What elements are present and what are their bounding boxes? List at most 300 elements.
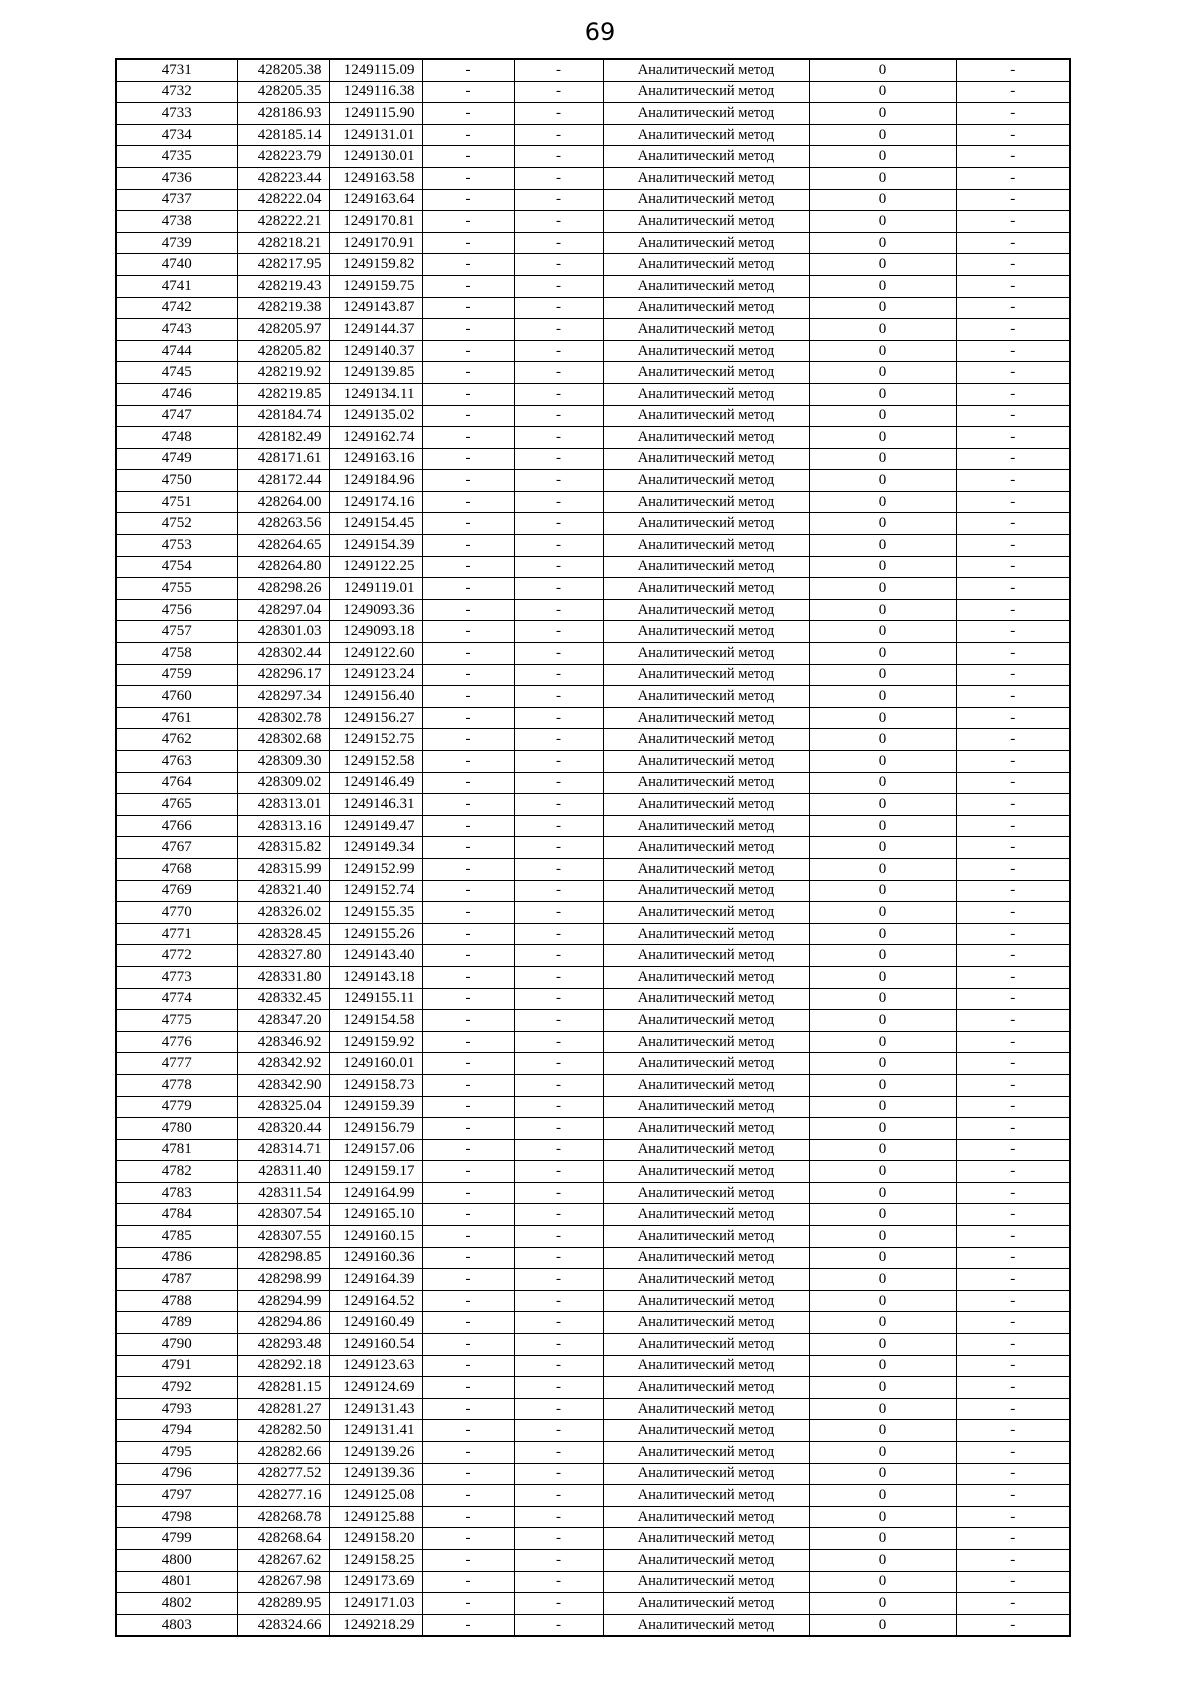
table-row bbox=[116, 59, 1070, 81]
method-cell: Аналитический метод bbox=[603, 1118, 809, 1140]
y-coordinate-cell: 1249143.40 bbox=[329, 945, 422, 967]
dash-cell: - bbox=[956, 491, 1070, 513]
dash-cell: - bbox=[956, 1593, 1070, 1615]
y-coordinate-cell: 1249134.11 bbox=[329, 383, 422, 405]
point-number-cell: 4789 bbox=[116, 1312, 237, 1334]
dash-cell: - bbox=[422, 556, 514, 578]
y-coordinate-cell: 1249155.11 bbox=[329, 988, 422, 1010]
method-cell: Аналитический метод bbox=[603, 686, 809, 708]
dash-cell: - bbox=[422, 427, 514, 449]
dash-cell: - bbox=[956, 254, 1070, 276]
x-coordinate-cell: 428281.27 bbox=[237, 1398, 329, 1420]
dash-cell: - bbox=[956, 1074, 1070, 1096]
y-coordinate-cell: 1249115.09 bbox=[329, 59, 422, 81]
x-coordinate-cell: 428263.56 bbox=[237, 513, 329, 535]
dash-cell: - bbox=[956, 1139, 1070, 1161]
value-cell: 0 bbox=[809, 858, 956, 880]
method-cell: Аналитический метод bbox=[603, 124, 809, 146]
y-coordinate-cell: 1249125.08 bbox=[329, 1485, 422, 1507]
point-number-cell: 4801 bbox=[116, 1571, 237, 1593]
value-cell: 0 bbox=[809, 232, 956, 254]
dash-cell: - bbox=[514, 1204, 603, 1226]
x-coordinate-cell: 428264.00 bbox=[237, 491, 329, 513]
y-coordinate-cell: 1249170.91 bbox=[329, 232, 422, 254]
y-coordinate-cell: 1249152.99 bbox=[329, 858, 422, 880]
point-number-cell: 4754 bbox=[116, 556, 237, 578]
dash-cell: - bbox=[514, 254, 603, 276]
dash-cell: - bbox=[956, 599, 1070, 621]
y-coordinate-cell: 1249174.16 bbox=[329, 491, 422, 513]
value-cell: 0 bbox=[809, 643, 956, 665]
dash-cell: - bbox=[956, 707, 1070, 729]
dash-cell: - bbox=[422, 578, 514, 600]
method-cell: Аналитический метод bbox=[603, 405, 809, 427]
y-coordinate-cell: 1249122.60 bbox=[329, 643, 422, 665]
point-number-cell: 4764 bbox=[116, 772, 237, 794]
y-coordinate-cell: 1249158.25 bbox=[329, 1549, 422, 1571]
method-cell: Аналитический метод bbox=[603, 621, 809, 643]
method-cell: Аналитический метод bbox=[603, 232, 809, 254]
method-cell: Аналитический метод bbox=[603, 837, 809, 859]
dash-cell: - bbox=[956, 1355, 1070, 1377]
dash-cell: - bbox=[422, 1053, 514, 1075]
y-coordinate-cell: 1249146.49 bbox=[329, 772, 422, 794]
value-cell: 0 bbox=[809, 1118, 956, 1140]
dash-cell: - bbox=[422, 1614, 514, 1636]
method-cell: Аналитический метод bbox=[603, 643, 809, 665]
value-cell: 0 bbox=[809, 1528, 956, 1550]
x-coordinate-cell: 428314.71 bbox=[237, 1139, 329, 1161]
dash-cell: - bbox=[514, 1161, 603, 1183]
dash-cell: - bbox=[422, 1031, 514, 1053]
dash-cell: - bbox=[422, 1355, 514, 1377]
value-cell: 0 bbox=[809, 1053, 956, 1075]
x-coordinate-cell: 428294.99 bbox=[237, 1290, 329, 1312]
x-coordinate-cell: 428182.49 bbox=[237, 427, 329, 449]
y-coordinate-cell: 1249158.20 bbox=[329, 1528, 422, 1550]
dash-cell: - bbox=[422, 383, 514, 405]
point-number-cell: 4762 bbox=[116, 729, 237, 751]
table-row bbox=[116, 686, 1070, 708]
method-cell: Аналитический метод bbox=[603, 167, 809, 189]
dash-cell: - bbox=[514, 1118, 603, 1140]
table-row bbox=[116, 470, 1070, 492]
point-number-cell: 4781 bbox=[116, 1139, 237, 1161]
value-cell: 0 bbox=[809, 1096, 956, 1118]
x-coordinate-cell: 428342.90 bbox=[237, 1074, 329, 1096]
x-coordinate-cell: 428293.48 bbox=[237, 1334, 329, 1356]
x-coordinate-cell: 428218.21 bbox=[237, 232, 329, 254]
point-number-cell: 4735 bbox=[116, 146, 237, 168]
point-number-cell: 4765 bbox=[116, 794, 237, 816]
value-cell: 0 bbox=[809, 189, 956, 211]
y-coordinate-cell: 1249159.82 bbox=[329, 254, 422, 276]
dash-cell: - bbox=[422, 1442, 514, 1464]
table-row bbox=[116, 1571, 1070, 1593]
table-row bbox=[116, 643, 1070, 665]
value-cell: 0 bbox=[809, 167, 956, 189]
dash-cell: - bbox=[422, 772, 514, 794]
x-coordinate-cell: 428264.80 bbox=[237, 556, 329, 578]
table-row bbox=[116, 1420, 1070, 1442]
y-coordinate-cell: 1249159.17 bbox=[329, 1161, 422, 1183]
y-coordinate-cell: 1249116.38 bbox=[329, 81, 422, 103]
method-cell: Аналитический метод bbox=[603, 383, 809, 405]
value-cell: 0 bbox=[809, 81, 956, 103]
page-number: 69 bbox=[584, 18, 616, 46]
dash-cell: - bbox=[514, 1010, 603, 1032]
value-cell: 0 bbox=[809, 945, 956, 967]
y-coordinate-cell: 1249156.27 bbox=[329, 707, 422, 729]
method-cell: Аналитический метод bbox=[603, 362, 809, 384]
method-cell: Аналитический метод bbox=[603, 1031, 809, 1053]
dash-cell: - bbox=[956, 621, 1070, 643]
value-cell: 0 bbox=[809, 1571, 956, 1593]
point-number-cell: 4757 bbox=[116, 621, 237, 643]
dash-cell: - bbox=[514, 556, 603, 578]
method-cell: Аналитический метод bbox=[603, 902, 809, 924]
dash-cell: - bbox=[422, 902, 514, 924]
dash-cell: - bbox=[956, 275, 1070, 297]
x-coordinate-cell: 428327.80 bbox=[237, 945, 329, 967]
x-coordinate-cell: 428320.44 bbox=[237, 1118, 329, 1140]
dash-cell: - bbox=[514, 1053, 603, 1075]
table-row bbox=[116, 1377, 1070, 1399]
method-cell: Аналитический метод bbox=[603, 1442, 809, 1464]
method-cell: Аналитический метод bbox=[603, 470, 809, 492]
dash-cell: - bbox=[422, 124, 514, 146]
x-coordinate-cell: 428311.54 bbox=[237, 1182, 329, 1204]
method-cell: Аналитический метод bbox=[603, 1377, 809, 1399]
x-coordinate-cell: 428347.20 bbox=[237, 1010, 329, 1032]
dash-cell: - bbox=[514, 362, 603, 384]
value-cell: 0 bbox=[809, 729, 956, 751]
x-coordinate-cell: 428313.01 bbox=[237, 794, 329, 816]
dash-cell: - bbox=[422, 211, 514, 233]
dash-cell: - bbox=[956, 211, 1070, 233]
dash-cell: - bbox=[956, 1312, 1070, 1334]
table-row bbox=[116, 1442, 1070, 1464]
y-coordinate-cell: 1249158.73 bbox=[329, 1074, 422, 1096]
table-row bbox=[116, 1010, 1070, 1032]
method-cell: Аналитический метод bbox=[603, 664, 809, 686]
dash-cell: - bbox=[422, 988, 514, 1010]
point-number-cell: 4749 bbox=[116, 448, 237, 470]
dash-cell: - bbox=[956, 751, 1070, 773]
point-number-cell: 4736 bbox=[116, 167, 237, 189]
value-cell: 0 bbox=[809, 664, 956, 686]
dash-cell: - bbox=[514, 1571, 603, 1593]
table-row bbox=[116, 167, 1070, 189]
point-number-cell: 4746 bbox=[116, 383, 237, 405]
table-row bbox=[116, 427, 1070, 449]
point-number-cell: 4745 bbox=[116, 362, 237, 384]
dash-cell: - bbox=[956, 902, 1070, 924]
dash-cell: - bbox=[422, 1334, 514, 1356]
point-number-cell: 4782 bbox=[116, 1161, 237, 1183]
x-coordinate-cell: 428217.95 bbox=[237, 254, 329, 276]
method-cell: Аналитический метод bbox=[603, 599, 809, 621]
value-cell: 0 bbox=[809, 275, 956, 297]
table-row bbox=[116, 1031, 1070, 1053]
table-row bbox=[116, 1614, 1070, 1636]
x-coordinate-cell: 428268.64 bbox=[237, 1528, 329, 1550]
value-cell: 0 bbox=[809, 1398, 956, 1420]
dash-cell: - bbox=[422, 275, 514, 297]
table-row bbox=[116, 902, 1070, 924]
dash-cell: - bbox=[514, 988, 603, 1010]
y-coordinate-cell: 1249119.01 bbox=[329, 578, 422, 600]
method-cell: Аналитический метод bbox=[603, 1161, 809, 1183]
table-row bbox=[116, 405, 1070, 427]
x-coordinate-cell: 428321.40 bbox=[237, 880, 329, 902]
value-cell: 0 bbox=[809, 340, 956, 362]
x-coordinate-cell: 428309.30 bbox=[237, 751, 329, 773]
point-number-cell: 4759 bbox=[116, 664, 237, 686]
dash-cell: - bbox=[422, 535, 514, 557]
point-number-cell: 4733 bbox=[116, 103, 237, 125]
dash-cell: - bbox=[422, 297, 514, 319]
value-cell: 0 bbox=[809, 535, 956, 557]
dash-cell: - bbox=[956, 340, 1070, 362]
value-cell: 0 bbox=[809, 1463, 956, 1485]
dash-cell: - bbox=[514, 1463, 603, 1485]
dash-cell: - bbox=[514, 513, 603, 535]
y-coordinate-cell: 1249155.35 bbox=[329, 902, 422, 924]
y-coordinate-cell: 1249160.49 bbox=[329, 1312, 422, 1334]
value-cell: 0 bbox=[809, 621, 956, 643]
dash-cell: - bbox=[422, 448, 514, 470]
dash-cell: - bbox=[422, 858, 514, 880]
method-cell: Аналитический метод bbox=[603, 1528, 809, 1550]
y-coordinate-cell: 1249160.54 bbox=[329, 1334, 422, 1356]
x-coordinate-cell: 428267.98 bbox=[237, 1571, 329, 1593]
method-cell: Аналитический метод bbox=[603, 751, 809, 773]
x-coordinate-cell: 428307.55 bbox=[237, 1226, 329, 1248]
x-coordinate-cell: 428298.26 bbox=[237, 578, 329, 600]
value-cell: 0 bbox=[809, 427, 956, 449]
x-coordinate-cell: 428298.85 bbox=[237, 1247, 329, 1269]
point-number-cell: 4790 bbox=[116, 1334, 237, 1356]
table-row bbox=[116, 621, 1070, 643]
dash-cell: - bbox=[422, 815, 514, 837]
dash-cell: - bbox=[956, 556, 1070, 578]
point-number-cell: 4761 bbox=[116, 707, 237, 729]
x-coordinate-cell: 428222.04 bbox=[237, 189, 329, 211]
dash-cell: - bbox=[514, 858, 603, 880]
point-number-cell: 4755 bbox=[116, 578, 237, 600]
point-number-cell: 4786 bbox=[116, 1247, 237, 1269]
x-coordinate-cell: 428307.54 bbox=[237, 1204, 329, 1226]
value-cell: 0 bbox=[809, 297, 956, 319]
value-cell: 0 bbox=[809, 1139, 956, 1161]
method-cell: Аналитический метод bbox=[603, 923, 809, 945]
dash-cell: - bbox=[514, 1290, 603, 1312]
point-number-cell: 4779 bbox=[116, 1096, 237, 1118]
point-number-cell: 4772 bbox=[116, 945, 237, 967]
value-cell: 0 bbox=[809, 1010, 956, 1032]
table-row bbox=[116, 1247, 1070, 1269]
dash-cell: - bbox=[422, 880, 514, 902]
value-cell: 0 bbox=[809, 1247, 956, 1269]
dash-cell: - bbox=[956, 103, 1070, 125]
method-cell: Аналитический метод bbox=[603, 1549, 809, 1571]
dash-cell: - bbox=[422, 340, 514, 362]
point-number-cell: 4787 bbox=[116, 1269, 237, 1291]
x-coordinate-cell: 428325.04 bbox=[237, 1096, 329, 1118]
value-cell: 0 bbox=[809, 966, 956, 988]
y-coordinate-cell: 1249152.75 bbox=[329, 729, 422, 751]
dash-cell: - bbox=[514, 448, 603, 470]
dash-cell: - bbox=[422, 81, 514, 103]
dash-cell: - bbox=[956, 1269, 1070, 1291]
x-coordinate-cell: 428264.65 bbox=[237, 535, 329, 557]
method-cell: Аналитический метод bbox=[603, 556, 809, 578]
y-coordinate-cell: 1249139.36 bbox=[329, 1463, 422, 1485]
dash-cell: - bbox=[956, 966, 1070, 988]
method-cell: Аналитический метод bbox=[603, 189, 809, 211]
y-coordinate-cell: 1249157.06 bbox=[329, 1139, 422, 1161]
method-cell: Аналитический метод bbox=[603, 275, 809, 297]
dash-cell: - bbox=[514, 1377, 603, 1399]
point-number-cell: 4776 bbox=[116, 1031, 237, 1053]
y-coordinate-cell: 1249160.36 bbox=[329, 1247, 422, 1269]
dash-cell: - bbox=[514, 1182, 603, 1204]
y-coordinate-cell: 1249154.39 bbox=[329, 535, 422, 557]
point-number-cell: 4802 bbox=[116, 1593, 237, 1615]
y-coordinate-cell: 1249125.88 bbox=[329, 1506, 422, 1528]
x-coordinate-cell: 428302.78 bbox=[237, 707, 329, 729]
point-number-cell: 4760 bbox=[116, 686, 237, 708]
point-number-cell: 4742 bbox=[116, 297, 237, 319]
table-row bbox=[116, 1096, 1070, 1118]
method-cell: Аналитический метод bbox=[603, 815, 809, 837]
x-coordinate-cell: 428315.82 bbox=[237, 837, 329, 859]
dash-cell: - bbox=[422, 599, 514, 621]
y-coordinate-cell: 1249159.39 bbox=[329, 1096, 422, 1118]
method-cell: Аналитический метод bbox=[603, 707, 809, 729]
dash-cell: - bbox=[422, 491, 514, 513]
y-coordinate-cell: 1249122.25 bbox=[329, 556, 422, 578]
value-cell: 0 bbox=[809, 383, 956, 405]
value-cell: 0 bbox=[809, 1485, 956, 1507]
dash-cell: - bbox=[422, 1118, 514, 1140]
x-coordinate-cell: 428185.14 bbox=[237, 124, 329, 146]
dash-cell: - bbox=[422, 59, 514, 81]
x-coordinate-cell: 428219.92 bbox=[237, 362, 329, 384]
dash-cell: - bbox=[514, 189, 603, 211]
dash-cell: - bbox=[514, 535, 603, 557]
x-coordinate-cell: 428184.74 bbox=[237, 405, 329, 427]
dash-cell: - bbox=[956, 1377, 1070, 1399]
method-cell: Аналитический метод bbox=[603, 858, 809, 880]
table-row bbox=[116, 1118, 1070, 1140]
dash-cell: - bbox=[956, 794, 1070, 816]
dash-cell: - bbox=[422, 167, 514, 189]
y-coordinate-cell: 1249131.01 bbox=[329, 124, 422, 146]
dash-cell: - bbox=[956, 1485, 1070, 1507]
point-number-cell: 4778 bbox=[116, 1074, 237, 1096]
dash-cell: - bbox=[514, 1549, 603, 1571]
method-cell: Аналитический метод bbox=[603, 1182, 809, 1204]
table-row bbox=[116, 966, 1070, 988]
x-coordinate-cell: 428342.92 bbox=[237, 1053, 329, 1075]
point-number-cell: 4766 bbox=[116, 815, 237, 837]
dash-cell: - bbox=[422, 1420, 514, 1442]
value-cell: 0 bbox=[809, 1593, 956, 1615]
dash-cell: - bbox=[956, 1010, 1070, 1032]
table-row bbox=[116, 880, 1070, 902]
point-number-cell: 4794 bbox=[116, 1420, 237, 1442]
value-cell: 0 bbox=[809, 319, 956, 341]
dash-cell: - bbox=[422, 232, 514, 254]
y-coordinate-cell: 1249144.37 bbox=[329, 319, 422, 341]
dash-cell: - bbox=[514, 1398, 603, 1420]
table-row bbox=[116, 1269, 1070, 1291]
x-coordinate-cell: 428223.44 bbox=[237, 167, 329, 189]
value-cell: 0 bbox=[809, 254, 956, 276]
dash-cell: - bbox=[422, 1485, 514, 1507]
table-row bbox=[116, 319, 1070, 341]
method-cell: Аналитический метод bbox=[603, 319, 809, 341]
value-cell: 0 bbox=[809, 470, 956, 492]
dash-cell: - bbox=[514, 1485, 603, 1507]
table-row bbox=[116, 1182, 1070, 1204]
dash-cell: - bbox=[514, 966, 603, 988]
x-coordinate-cell: 428205.35 bbox=[237, 81, 329, 103]
table-row bbox=[116, 1139, 1070, 1161]
dash-cell: - bbox=[514, 1506, 603, 1528]
dash-cell: - bbox=[514, 1031, 603, 1053]
point-number-cell: 4791 bbox=[116, 1355, 237, 1377]
dash-cell: - bbox=[422, 664, 514, 686]
table-row bbox=[116, 772, 1070, 794]
dash-cell: - bbox=[956, 362, 1070, 384]
value-cell: 0 bbox=[809, 1031, 956, 1053]
dash-cell: - bbox=[422, 1226, 514, 1248]
table-row bbox=[116, 988, 1070, 1010]
dash-cell: - bbox=[514, 167, 603, 189]
dash-cell: - bbox=[422, 1139, 514, 1161]
y-coordinate-cell: 1249143.87 bbox=[329, 297, 422, 319]
point-number-cell: 4800 bbox=[116, 1549, 237, 1571]
y-coordinate-cell: 1249154.45 bbox=[329, 513, 422, 535]
dash-cell: - bbox=[514, 1614, 603, 1636]
method-cell: Аналитический метод bbox=[603, 578, 809, 600]
dash-cell: - bbox=[422, 1377, 514, 1399]
y-coordinate-cell: 1249173.69 bbox=[329, 1571, 422, 1593]
dash-cell: - bbox=[956, 1161, 1070, 1183]
dash-cell: - bbox=[422, 1290, 514, 1312]
point-number-cell: 4796 bbox=[116, 1463, 237, 1485]
value-cell: 0 bbox=[809, 1506, 956, 1528]
point-number-cell: 4799 bbox=[116, 1528, 237, 1550]
method-cell: Аналитический метод bbox=[603, 988, 809, 1010]
y-coordinate-cell: 1249165.10 bbox=[329, 1204, 422, 1226]
x-coordinate-cell: 428267.62 bbox=[237, 1549, 329, 1571]
dash-cell: - bbox=[514, 1247, 603, 1269]
x-coordinate-cell: 428326.02 bbox=[237, 902, 329, 924]
dash-cell: - bbox=[956, 427, 1070, 449]
dash-cell: - bbox=[956, 1549, 1070, 1571]
value-cell: 0 bbox=[809, 1182, 956, 1204]
x-coordinate-cell: 428324.66 bbox=[237, 1614, 329, 1636]
method-cell: Аналитический метод bbox=[603, 794, 809, 816]
y-coordinate-cell: 1249149.47 bbox=[329, 815, 422, 837]
x-coordinate-cell: 428219.38 bbox=[237, 297, 329, 319]
point-number-cell: 4797 bbox=[116, 1485, 237, 1507]
table-row bbox=[116, 189, 1070, 211]
